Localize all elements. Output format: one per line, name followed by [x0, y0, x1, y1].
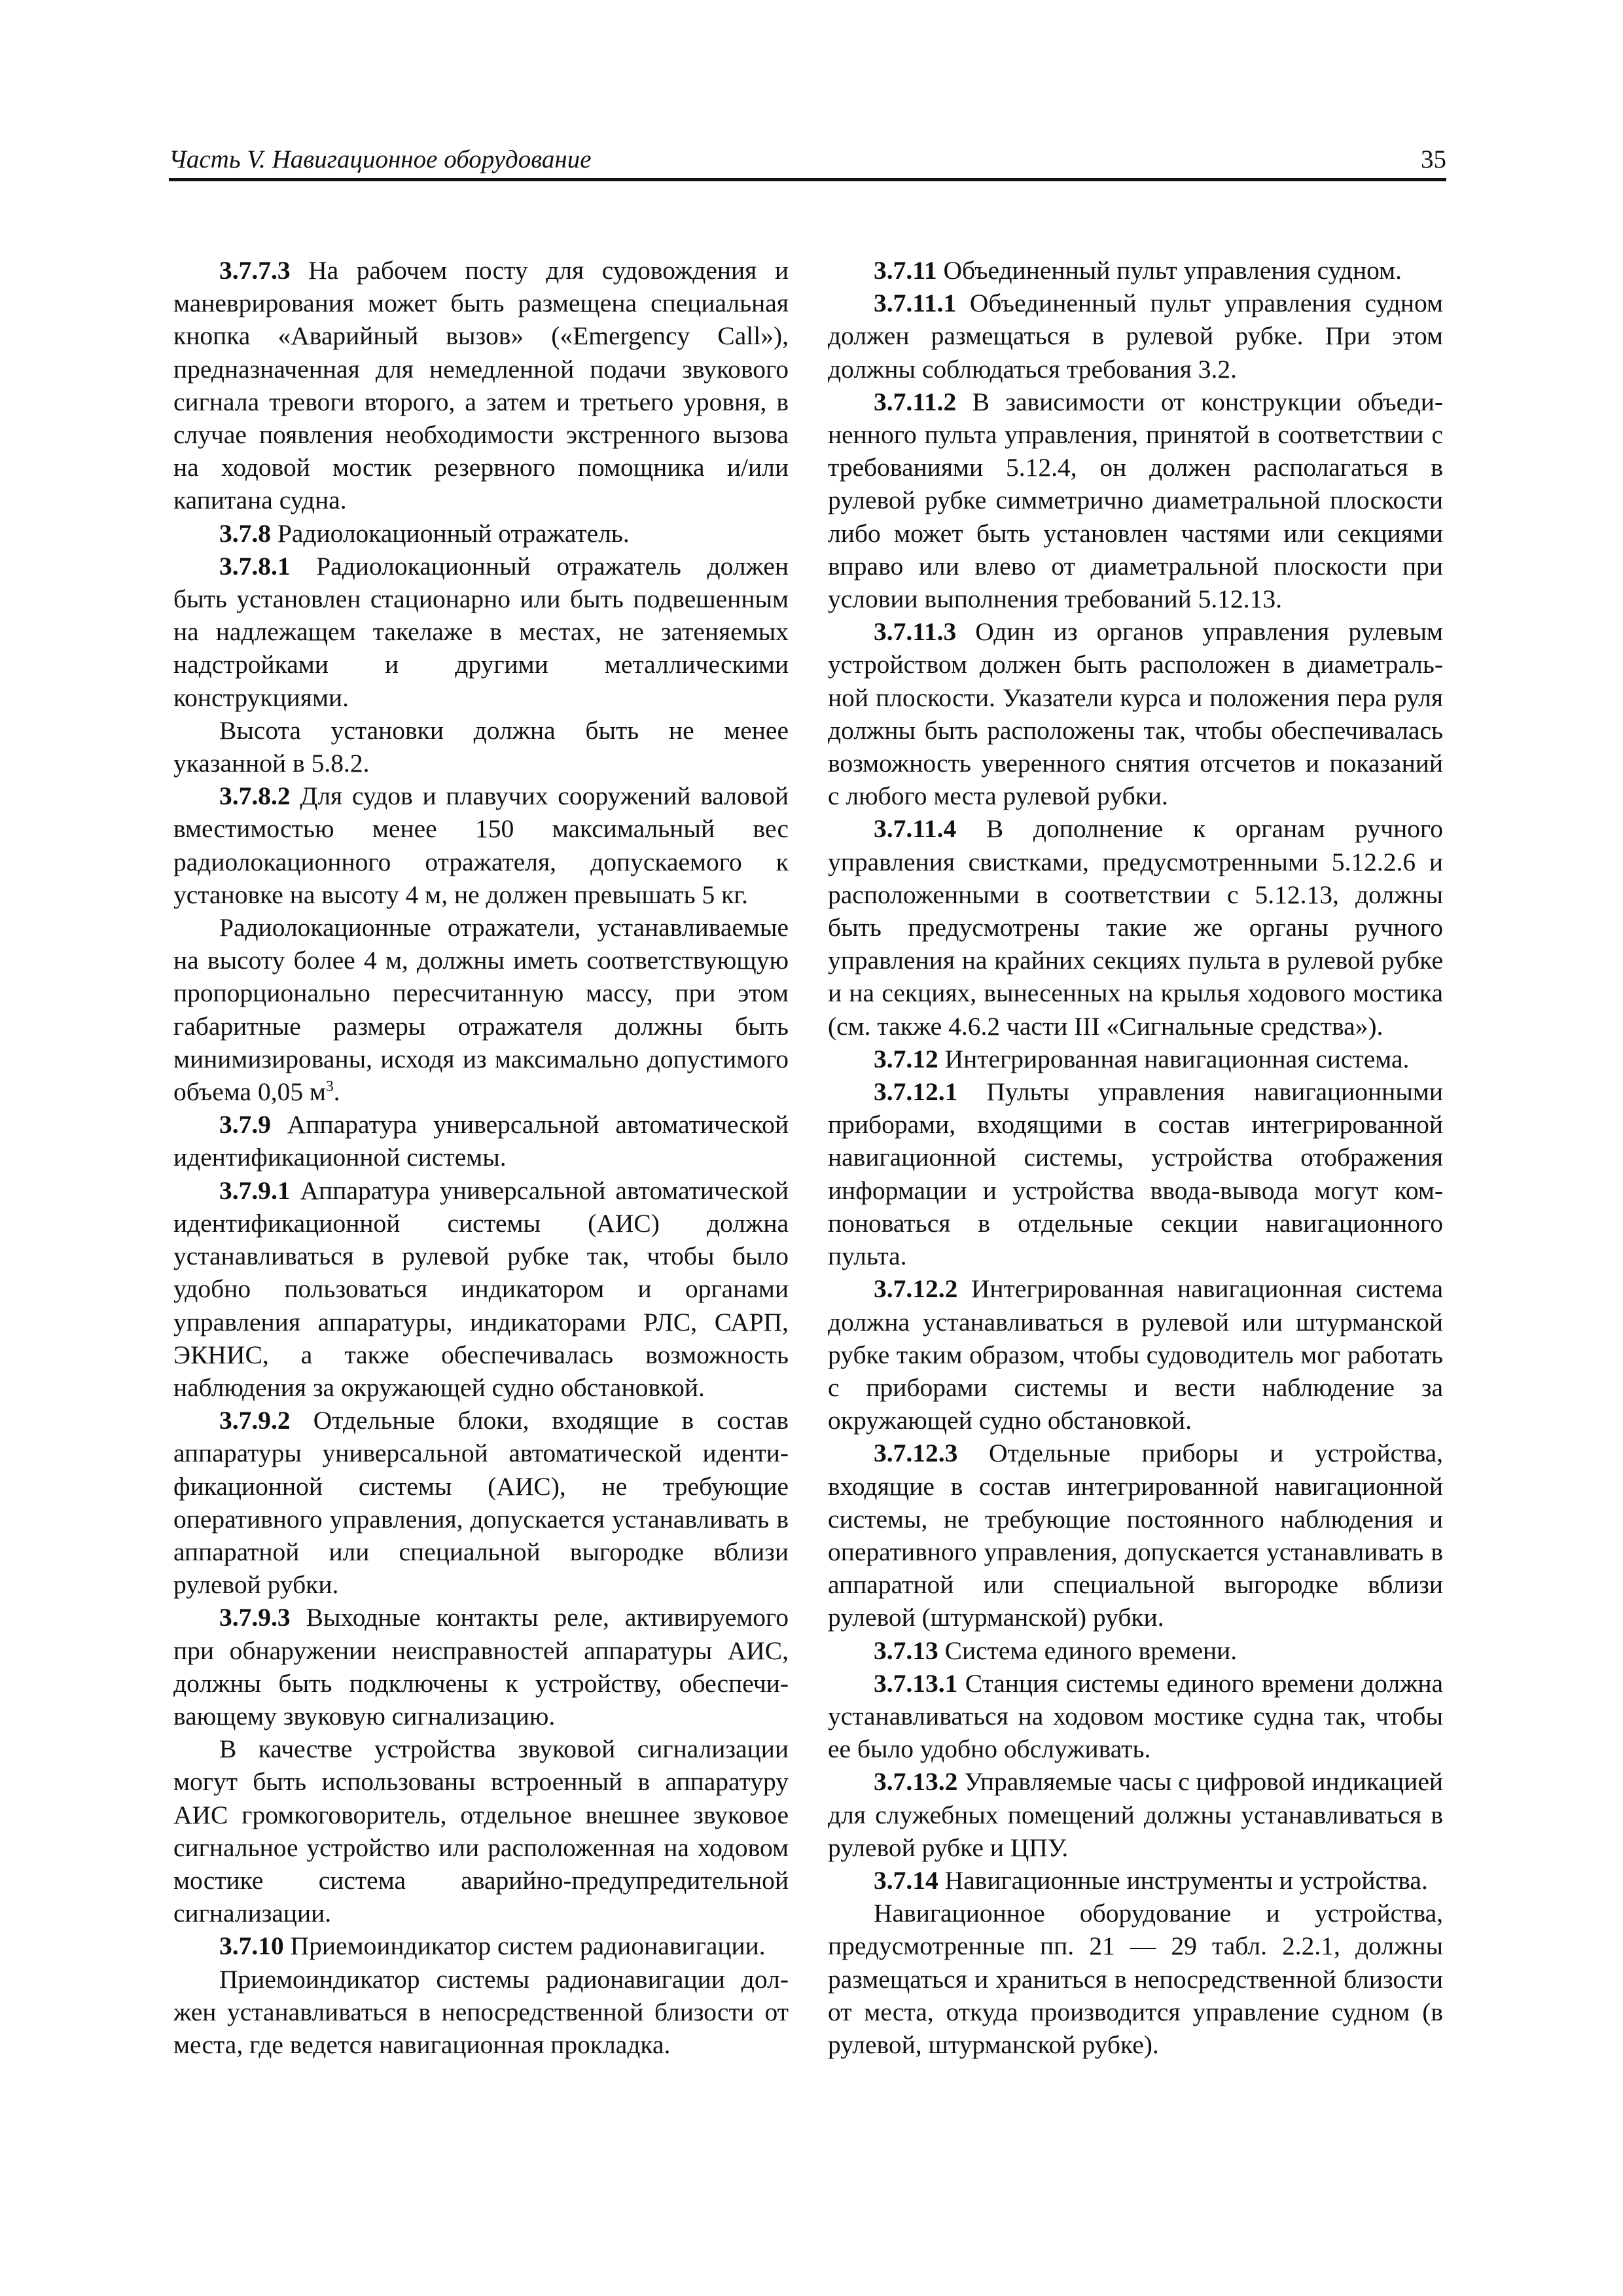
clause-number: 3.7.11.3 [874, 617, 957, 647]
page-number: 35 [1421, 145, 1446, 173]
paragraph [173, 1929, 789, 1962]
clause-number: 3.7.12.2 [874, 1274, 958, 1304]
paragraph [173, 780, 789, 911]
paragraph-text: В качестве устройства звуковой сигнализации могут быть использованы встроенный в аппаратуру АИС громкоговоритель, отдельное внешнее звуковое сигнальное устройство или расположенная на ходовом мостике система аварийно-предупредительной сигнализации. [173, 1734, 789, 1928]
paragraph [828, 615, 1443, 812]
paragraph-text: Система единого времени. [938, 1636, 1238, 1665]
paragraph-text: Высота установки должна быть не менее указанной в 5.8.2. [173, 715, 789, 778]
paragraph [173, 1108, 789, 1174]
paragraph-text: Аппаратура универсальной автоматической идентификационной системы (АИС) должна устанавливаться в рулевой рубке так, чтобы было удобно пользоваться индикатором и органами управления аппаратуры, индикаторами РЛС, САРП, ЭКНИС, а также обеспечивалась возможность наблюдения за окружающей судно обстановкой. [173, 1175, 789, 1402]
paragraph [828, 1075, 1443, 1272]
clause-number: 3.7.12 [874, 1044, 938, 1073]
paragraph-text: Один из органов управления рулевым устройством должен быть расположен в диаметральной плоскости. Указатели курса и положения пера руля должны быть расположены так, чтобы обеспечивалась возможность уверенного снятия отсчетов и показаний с любого места рулевой рубки. [828, 617, 1443, 811]
clause-number: 3.7.10 [219, 1931, 284, 1961]
paragraph [173, 714, 789, 780]
clause-number: 3.7.13.1 [874, 1668, 958, 1698]
clause-number: 3.7.8 [219, 518, 271, 548]
right-text-column [828, 254, 1443, 2061]
paragraph-text: Отдельные блоки, входящие в состав аппаратуры универсальной автоматической идентификационной системы (АИС), не требующие оперативного управления, допускается устанавливать в аппаратной или специальной выгородке вблизи рулевой рубки. [173, 1406, 789, 1600]
paragraph-text: Приемоиндикатор системы радионавигации должен устанавливаться в непосредственной близости от места, где ведется навигационная прокладка. [173, 1964, 789, 2059]
paragraph [828, 287, 1443, 386]
paragraph-text: На рабочем посту для судовождения и маневрирования может быть размещена специальная кнопка «Аварийный вызов» («Emergency Call»), предназначенная для немедленной подачи звукового сигнала тревоги второго, а затем и третьего уровня, в случае появления необходимости экстренного вызова на ходовой мостик резервного помощника и/или капитана судна. [173, 256, 789, 515]
clause-number: 3.7.8.2 [219, 781, 291, 811]
paragraph-text: Радиолокационные отражатели, устанавливаемые на высоту более 4 м, должны иметь соответствующую пропорционально пересчитанную массу, при этом габаритные размеры отражателя должны быть минимизированы, исходя из максимально допустимого объема 0,05 м [173, 913, 789, 1107]
clause-number: 3.7.9 [219, 1110, 271, 1139]
paragraph [173, 1601, 789, 1732]
paragraph [828, 1667, 1443, 1766]
paragraph [173, 254, 789, 517]
paragraph-text: Радиолокационный отражатель. [271, 518, 630, 548]
running-header [169, 145, 1446, 181]
paragraph-text: Интегрированная навигационная система. [938, 1044, 1410, 1073]
paragraph [173, 550, 789, 714]
paragraph-text: Отдельные приборы и устройства, входящие в состав интегрированной навигационной системы, не требующие постоянного наблюдения и оперативного управления, допускается устанавливать в аппаратной или специальной выгородке вблизи рулевой (штурманской) рубки. [828, 1439, 1443, 1632]
paragraph-text: Аппаратура универсальной автоматической идентификационной системы. [173, 1110, 789, 1172]
paragraph-text: Навигационное оборудование и устройства, предусмотренные пп. 21 — 29 табл. 2.2.1, должны размещаться и храниться в непосредственной близости от места, откуда производится управление судном (в рулевой, штурманской рубке). [828, 1899, 1443, 2059]
paragraph-text: Навигационные инструменты и устройства. [938, 1865, 1428, 1895]
paragraph [173, 517, 789, 550]
clause-number: 3.7.9.2 [219, 1406, 291, 1435]
clause-number: 3.7.11.2 [874, 387, 957, 416]
paragraph [828, 1897, 1443, 2061]
paragraph [828, 1043, 1443, 1075]
paragraph-text: Пульты управления навигационными приборами, входящими в состав интегрированной навигационной системы, устройства отображения информации и устройства ввода-вывода могут компоноваться в отдельные секции навигационного пульта. [828, 1077, 1443, 1271]
paragraph [828, 254, 1443, 287]
section-title: Часть V. Навигационное оборудование [169, 145, 592, 173]
paragraph-text: Выходные контакты реле, активируемого при обнаружении неисправностей аппаратуры АИС, должны быть подключены к устройству, обеспечивающему звуковую сигнализацию. [173, 1603, 789, 1731]
clause-number: 3.7.9.3 [219, 1603, 291, 1632]
paragraph [828, 812, 1443, 1042]
clause-number: 3.7.8.1 [219, 551, 291, 581]
paragraph [828, 1634, 1443, 1667]
paragraph [173, 1174, 789, 1404]
clause-number: 3.7.7.3 [219, 256, 291, 285]
paragraph-text: Объединенный пульт управления судном должен размещаться в рулевой рубке. При этом должны соблюдаться требования 3.2. [828, 289, 1443, 384]
clause-number: 3.7.11 [874, 256, 937, 285]
paragraph-text: В дополнение к органам ручного управления свистками, предусмотренными 5.12.2.6 и расположенными в соответствии с 5.12.13, должны быть предусмотрены такие же органы ручного управления на крайних секциях пульта в рулевой рубке и на секциях, вынесенных на крылья ходового мостика (см. также 4.6.2 части III «Сигнальные средства»). [828, 814, 1443, 1041]
paragraph [828, 1765, 1443, 1864]
clause-number: 3.7.9.1 [219, 1175, 291, 1205]
paragraph [828, 1864, 1443, 1897]
paragraph [828, 386, 1443, 615]
paragraph-text: Интегрированная навигационная система должна устанавливаться в рулевой или штурманской рубке таким образом, чтобы судоводитель мог работать с приборами системы и вести наблюдение за окружающей судно обстановкой. [828, 1274, 1443, 1435]
clause-number: 3.7.13 [874, 1636, 938, 1665]
paragraph [173, 1963, 789, 2062]
superscript: 3 [325, 1077, 334, 1095]
paragraph-text: Объединенный пульт управления судном. [936, 256, 1402, 285]
left-text-column [173, 254, 789, 2061]
clause-number: 3.7.11.1 [874, 289, 957, 318]
paragraph-tail: . [333, 1077, 340, 1107]
clause-number: 3.7.13.2 [874, 1767, 958, 1797]
paragraph-text: В зависимости от конструкции объединенного пульта управления, принятой в соответствии с требованиями 5.12.4, он должен располагаться в рулевой рубке симметрично диаметральной плоскости либо может быть установлен частями или секциями вправо или влево от диаметральной плоскости при условии выполнения требований 5.12.13. [828, 387, 1443, 614]
clause-number: 3.7.12.1 [874, 1077, 958, 1107]
paragraph-text: Управляемые часы с цифровой индикацией для служебных помещений должны устанавливаться в рулевой рубке и ЦПУ. [828, 1767, 1443, 1862]
paragraph [828, 1437, 1443, 1634]
paragraph [828, 1272, 1443, 1437]
paragraph [173, 1732, 789, 1929]
paragraph-text: Приемоиндикатор систем радионавигации. [283, 1931, 766, 1961]
paragraph-text: Для судов и плавучих сооружений валовой вместимостью менее 150 максимальный вес радиолокационного отражателя, допускаемого к установке на высоту 4 м, не должен превышать 5 кг. [173, 781, 789, 909]
paragraph [173, 1404, 789, 1601]
clause-number: 3.7.14 [874, 1865, 938, 1895]
paragraph [173, 911, 789, 1108]
clause-number: 3.7.12.3 [874, 1439, 958, 1468]
clause-number: 3.7.11.4 [874, 814, 957, 844]
paragraph-text: Радиолокационный отражатель должен быть установлен стационарно или быть подвешенным на надлежащем такелаже в местах, не затеняемых надстройками и другими металлическими конструкциями. [173, 551, 789, 712]
paragraph-text: Станция системы единого времени должна устанавливаться на ходовом мостике судна так, чтобы ее было удобно обслуживать. [828, 1668, 1443, 1764]
